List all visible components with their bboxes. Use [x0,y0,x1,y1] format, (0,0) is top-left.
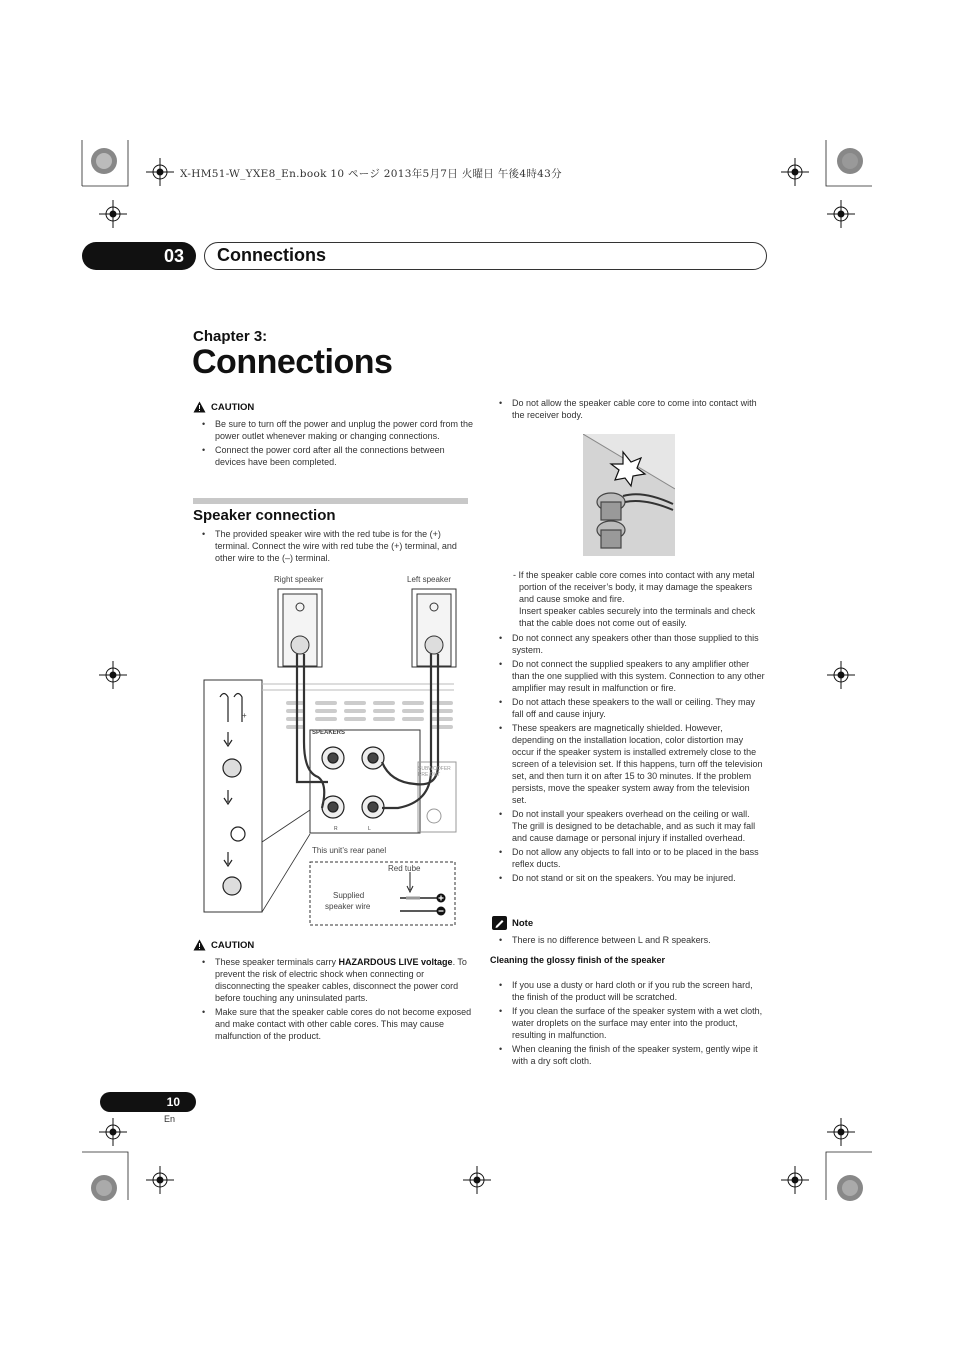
page-language: En [164,1114,176,1124]
note-icon [492,916,507,930]
supplied-wire-label-1: Supplied [333,891,365,900]
section-divider [193,498,468,504]
page-title: Connections [192,343,393,381]
note-list [490,934,766,948]
right-warning-list [490,632,766,886]
print-header: X-HM51-W_YXE8_En.book 10 ページ 2013年5月7日 火曜日 午後4時43分 [180,168,562,180]
warning-icon [193,939,206,951]
caution-top-list [193,418,473,468]
l-label: L [368,826,371,832]
r-label: R [334,826,338,832]
plus-mark: + [242,711,247,720]
caution-bottom-list [193,956,473,1042]
list-item: • Do not stand or sit on the speakers. You may be injured. [490,872,766,884]
speaker-wiring-diagram [200,572,470,934]
supplied-wire-label-2: speaker wire [325,902,371,911]
red-tube-label: Red tube [388,864,421,873]
list-item: • If you use a dusty or hard cloth or if you rub the screen hard, the finish of the product will be scratched. [490,979,766,1003]
page-number: 10 [100,1092,196,1112]
caution-bottom [193,939,473,1044]
list-item: • Do not allow the speaker cable core to come into contact with the receiver body. [490,397,766,421]
caution-heading: CAUTION [193,401,473,413]
chapter-label: Chapter 3: [193,328,268,345]
list-item: • When cleaning the finish of the speaker system, gently wipe it with a dry soft cloth. [490,1043,766,1067]
list-item: • There is no difference between L and R speakers. [490,934,766,946]
caution-heading: CAUTION [193,939,473,951]
list-item: • Do not attach these speakers to the wall or ceiling. They may fall off and cause injury. [490,696,766,720]
list-item: • These speakers are magnetically shielded. However, depending on the installation location, color distortion may occur if the speaker system is installed extremely close to the screen of a television set. If this happens, turn off the television set, and then turn it on after 15 to 30 minutes. If the problem persists, move the speaker system away from the television set. [490,722,766,806]
right-speaker-label: Right speaker [274,575,324,584]
list-item: • Connect the power cord after all the connections between devices have been completed. [193,444,473,468]
section-title-speaker-connection: Speaker connection [193,507,336,524]
note-heading: Note [492,916,533,930]
chapter-title-bar: Connections [204,242,767,270]
dash-note: - If the speaker cable core comes into contact with any metal portion of the receiver’s body, it may damage the speakers and cause smoke and fire. Insert speaker cables securely into the terminals and check that the cable does not come out of easily. [513,570,756,628]
list-item: • Make sure that the speaker cable cores do not become exposed and make contact with other cable cores. This may cause malfunction of the product. [193,1006,473,1042]
chapter-number-badge: 03 [82,242,196,270]
cleaning-heading: Cleaning the glossy finish of the speaker [490,955,666,965]
list-item: • The provided speaker wire with the red tube is for the (+) terminal. Connect the wire with red tube the (+) terminal, and other wire to the (–) terminal. [193,528,473,564]
speaker-connection-list [193,528,473,566]
list-item: • These speaker terminals carry HAZARDOUS LIVE voltage. To prevent the risk of electric shock when connecting or disconnecting the speaker cables, disconnect the power cord before touching any uninsulated parts. [193,956,473,1004]
speakers-terminal-label: SPEAKERS [312,730,346,736]
list-item: • If you clean the surface of the speaker system with a wet cloth, water droplets on the surface may enter into the product, resulting in malfunction. [490,1005,766,1041]
caution-top [193,401,473,470]
subwoofer-label: SUBWOOFER PRE OUT [418,766,451,778]
rear-panel-label: This unit’s rear panel [312,846,387,855]
cleaning-list [490,979,766,1069]
left-speaker-label: Left speaker [407,575,452,584]
cable-contact-illustration [583,434,675,556]
right-first-list [490,397,766,423]
list-item: • Do not connect the supplied speakers to any amplifier other than the one supplied with this system. Connection to any other amplifier may result in malfunction or fire. [490,658,766,694]
list-item: • Do not connect any speakers other than those supplied to this system. [490,632,766,656]
list-item: • Do not install your speakers overhead on the ceiling or wall. The grill is designed to be detachable, and as such it may fall and cause damage or personal injury if installed overhead. [490,808,766,844]
list-item: • Be sure to turn off the power and unplug the power cord from the power outlet whenever making or changing connections. [193,418,473,442]
list-item: • Do not allow any objects to fall into or to be placed in the bass reflex ducts. [490,846,766,870]
warning-icon [193,401,206,413]
